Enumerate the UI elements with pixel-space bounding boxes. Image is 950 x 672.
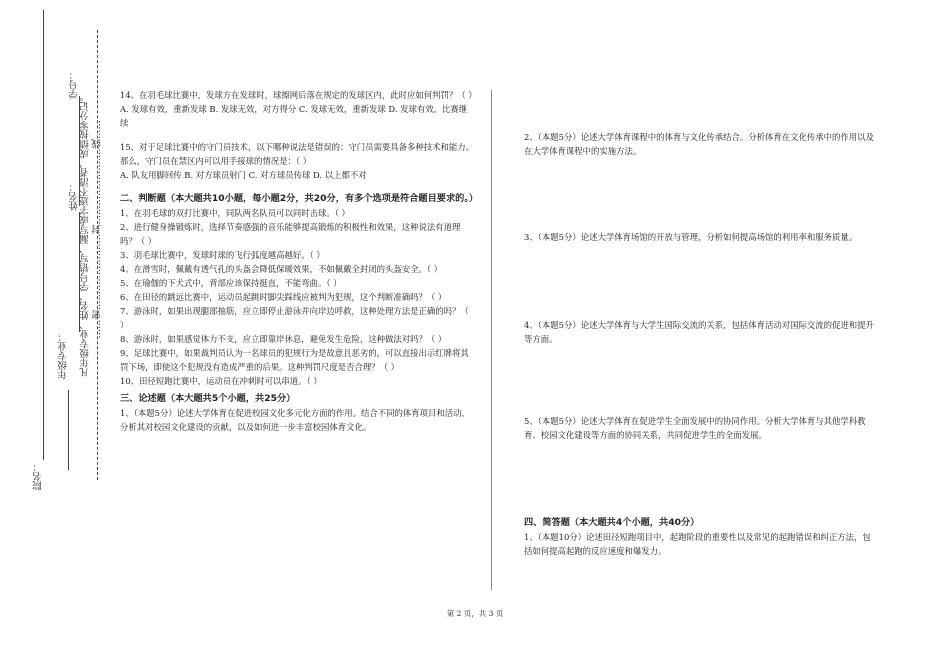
question-15-options: A. 队友用脚回传 B. 对方球员射门 C. 对方球员传球 D. 以上都不对 [120, 170, 367, 180]
question-15 [120, 140, 475, 182]
binding-line-grade [68, 390, 69, 470]
judgment-item: 10、田径短跑比赛中，运动员在冲刺时可以串道。（ ） [120, 376, 322, 386]
essay-question-1: 1、（本题5分）论述大学体育在促进校园文化多元化方面的作用。结合不同的体育项目和活动，分析其对校园文化建设的贡献，以及如何进一步丰富校园体育文化。 [120, 408, 470, 432]
grade-major-label: 年级专业： [58, 332, 69, 380]
binding-line-school [43, 10, 44, 460]
judgment-item: 5、在瑜伽的下犬式中，背部应该保持挺直，不能弯曲。（ ） [120, 278, 342, 288]
essay-question-5: 5、（本题5分）论述大学体育在促进学生全面发展中的协同作用。分析大学体育与其他学科教育、校园文化建设等方面的协同关系，共同促进学生的全面发展。 [524, 416, 866, 440]
essay-question-3: 3、（本题5分）论述大学体育场馆的开放与管理，分析如何提高场馆的利用率和服务质量。 [524, 232, 858, 242]
question-14-options: A. 发球有效，重新发球 B. 发球无效，对方得分 C. 发球无效，重新发球 D. 发球有效，比赛继续 [120, 104, 468, 128]
left-column [120, 88, 479, 434]
essay-question-4: 4、（本题5分）论述大学体育与大学生国际交流的关系，包括体育活动对国际交流的促进和提升等方面。 [524, 320, 874, 344]
question-14-text: 14、在羽毛球比赛中，发球方在发球时，球擦网后落在规定的发球区内，此时应如何判罚？（ ） [120, 90, 477, 100]
judgment-item: 8、游泳时，如果感觉体力不支，应立即靠岸休息，避免发生危险，这种做法对吗？（ ） [120, 334, 447, 344]
judgment-item: 3、羽毛球比赛中，发球时球的飞行弧度越高越好。（ ） [120, 250, 325, 260]
section-3-title: 三、论述题（本大题共5个小题，共25分） [120, 393, 296, 404]
question-14 [120, 88, 475, 130]
short-answer-question-1: 1、（本题10分）论述田径短跑项目中，起跑阶段的重要性以及常见的起跑错误和纠正方法，包括如何提高起跑的反应速度和爆发力。 [524, 532, 871, 556]
judgment-item: 9、足球比赛中，如果裁判员认为一名球员的犯规行为是故意且恶劣的，可以直接出示红牌将其罚下场，即使这个犯规没有造成严重的后果。这种判罚尺度是否合理？（ ） [120, 348, 469, 372]
name-label: 姓名： [69, 182, 80, 211]
question-15-text: 15、对于足球比赛中的守门员技术，以下哪种说法是错误的：守门员需要具备多种技术和能力。那么，守门员在禁区内可以用手接球的情况是：（ ） [120, 142, 475, 166]
seal-line-text: ……密……………………封……………………线…… [92, 120, 103, 339]
judgment-item: 1、在羽毛球的双打比赛中，同队两名队员可以同时击球。（ ） [120, 208, 350, 218]
seal-dashed-line [97, 30, 98, 480]
column-divider [491, 90, 492, 590]
judgment-item: 4、在滑雪时，佩戴有透气孔的头盔会降低保暖效果，不如佩戴全封闭的头盔安全。（ ） [120, 264, 443, 274]
section-4-title: 四、简答题（本大题共4个小题，共40分） [524, 517, 700, 528]
judgment-item: 6、在田径的跳远比赛中，运动员起跳时脚尖踩线应被判为犯规，这个判断准确吗？（ ） [120, 292, 447, 302]
school-label: 院名： [33, 462, 44, 491]
student-id-label: 学号： [69, 70, 80, 99]
judgment-item: 7、游泳时，如果出现腿部抽筋，应立即停止游泳并向岸边呼救，这种处理方法是正确的吗？（ ） [120, 306, 469, 330]
judgment-item: 2、进行健身操锻炼时，选择节奏感强的音乐能够提高锻炼的积极性和效果，这种说法有道理吗？（ ） [120, 222, 461, 246]
warning-text: 凡年级专业、姓名、学号错写、漏写或字迹不清者，成绩按零分记。 [80, 92, 91, 377]
page-number: 第 2 页，共 3 页 [446, 609, 504, 618]
section-2-title: 二、判断题（本大题共10小题，每小题2分，共20分，有多个选项是符合题目要求的。） [120, 193, 479, 204]
essay-question-2: 2、（本题5分）论述大学体育课程中的体育与文化传承结合。分析体育在文化传承中的作用以及在大学体育课程中的实施方法。 [524, 132, 874, 156]
